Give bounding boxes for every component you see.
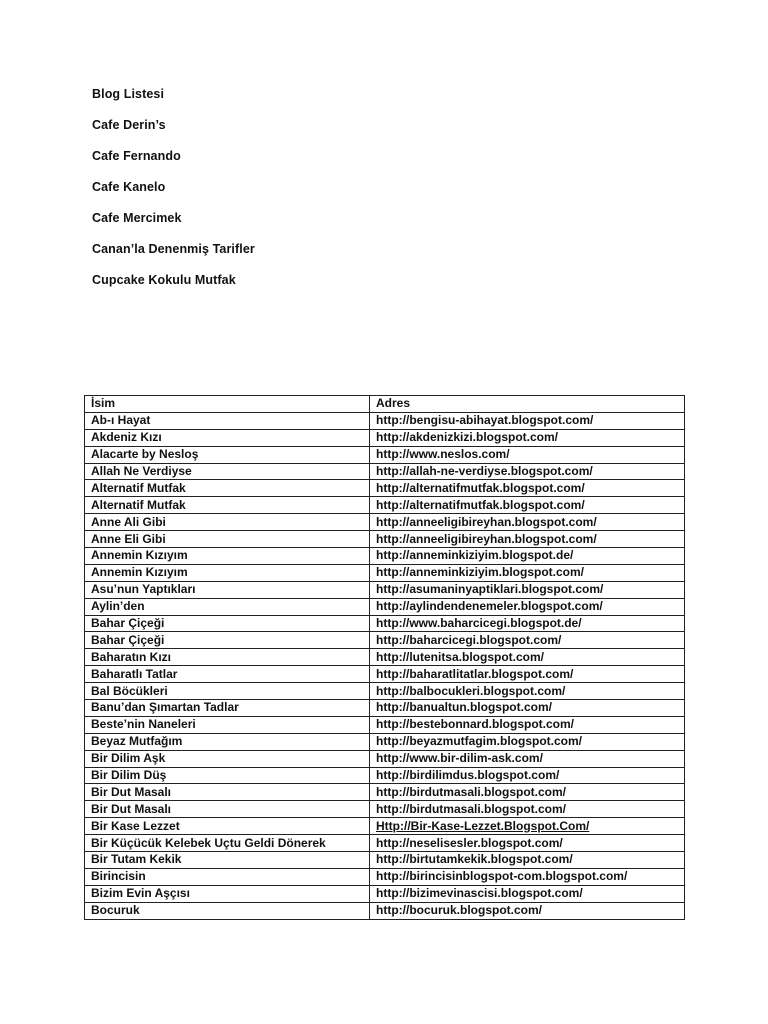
blog-name-cell: Bir Dut Masalı	[85, 801, 370, 818]
table-row	[85, 514, 685, 531]
table-row	[85, 885, 685, 902]
blog-name-cell: Beyaz Mutfağım	[85, 733, 370, 750]
table-row	[85, 480, 685, 497]
blog-url-cell[interactable]: http://birtutamkekik.blogspot.com/	[370, 852, 685, 869]
blog-url-cell[interactable]: http://akdenizkizi.blogspot.com/	[370, 429, 685, 446]
table-row	[85, 598, 685, 615]
blog-url-cell[interactable]: http://aylindendenemeler.blogspot.com/	[370, 598, 685, 615]
blog-url-cell[interactable]: http://bestebonnard.blogspot.com/	[370, 716, 685, 733]
blog-url-cell[interactable]: http://alternatifmutfak.blogspot.com/	[370, 497, 685, 514]
blog-name-cell: Annemin Kızıyım	[85, 564, 370, 581]
blog-url-cell[interactable]: http://birdilimdus.blogspot.com/	[370, 767, 685, 784]
table-row	[85, 767, 685, 784]
table-row	[85, 683, 685, 700]
blog-url-link[interactable]: Http://Bir-Kase-Lezzet.Blogspot.Com/	[376, 818, 590, 833]
blog-name-cell: Bahar Çiçeği	[85, 632, 370, 649]
blog-name-cell: Bir Dilim Düş	[85, 767, 370, 784]
blog-name-cell: Bahar Çiçeği	[85, 615, 370, 632]
blog-name-cell: Asu’nun Yaptıkları	[85, 581, 370, 598]
list-item: Cafe Mercimek	[92, 211, 182, 225]
blog-name-cell: Baharatlı Tatlar	[85, 666, 370, 683]
blog-name-cell: Alacarte by Nesloş	[85, 446, 370, 463]
blog-url-cell[interactable]: http://birincisinblogspot-com.blogspot.com/	[370, 868, 685, 885]
blog-name-cell: Anne Ali Gibi	[85, 514, 370, 531]
table-row	[85, 902, 685, 919]
table-row	[85, 548, 685, 565]
blog-url-cell[interactable]: http://baharatlitatlar.blogspot.com/	[370, 666, 685, 683]
table-row	[85, 446, 685, 463]
blog-url-cell[interactable]: http://anneminkiziyim.blogspot.com/	[370, 564, 685, 581]
blog-name-cell: Banu’dan Şımartan Tadlar	[85, 700, 370, 717]
blog-name-cell: Bir Dut Masalı	[85, 784, 370, 801]
table-row	[85, 497, 685, 514]
blog-url-cell[interactable]: http://anneeligibireyhan.blogspot.com/	[370, 514, 685, 531]
table-row	[85, 615, 685, 632]
blog-name-cell: Allah Ne Verdiyse	[85, 463, 370, 480]
table-row	[85, 463, 685, 480]
blog-name-cell: Bir Dilim Aşk	[85, 750, 370, 767]
blog-name-cell: Anne Eli Gibi	[85, 531, 370, 548]
blog-url-cell[interactable]: http://neselisesler.blogspot.com/	[370, 835, 685, 852]
blog-name-cell: Baharatın Kızı	[85, 649, 370, 666]
blog-url-cell[interactable]: http://bizimevinascisi.blogspot.com/	[370, 885, 685, 902]
blog-name-cell: Alternatif Mutfak	[85, 480, 370, 497]
blog-name-cell: Akdeniz Kızı	[85, 429, 370, 446]
table-row	[85, 666, 685, 683]
table-row	[85, 733, 685, 750]
blog-name-cell: Bizim Evin Aşçısı	[85, 885, 370, 902]
blog-url-cell[interactable]: http://alternatifmutfak.blogspot.com/	[370, 480, 685, 497]
table-row	[85, 801, 685, 818]
blog-name-cell: Bir Tutam Kekik	[85, 852, 370, 869]
table-row	[85, 412, 685, 429]
blog-name-cell: Bir Küçücük Kelebek Uçtu Geldi Dönerek	[85, 835, 370, 852]
blog-url-cell[interactable]: http://asumaninyaptiklari.blogspot.com/	[370, 581, 685, 598]
blog-url-cell[interactable]: http://birdutmasali.blogspot.com/	[370, 801, 685, 818]
blog-name-cell: Birincisin	[85, 868, 370, 885]
blog-name-cell: Bocuruk	[85, 902, 370, 919]
blog-name-cell: Aylin’den	[85, 598, 370, 615]
table-row	[85, 581, 685, 598]
list-item: Cafe Fernando	[92, 149, 181, 163]
blog-url-cell[interactable]: http://balbocukleri.blogspot.com/	[370, 683, 685, 700]
blog-name-cell: Ab-ı Hayat	[85, 412, 370, 429]
blog-url-cell[interactable]: http://bengisu-abihayat.blogspot.com/	[370, 412, 685, 429]
table-row	[85, 716, 685, 733]
blog-url-cell[interactable]: http://baharcicegi.blogspot.com/	[370, 632, 685, 649]
table-row	[85, 835, 685, 852]
list-item: Cupcake Kokulu Mutfak	[92, 273, 236, 287]
list-item: Cafe Kanelo	[92, 180, 166, 194]
table-row	[85, 632, 685, 649]
blog-url-cell[interactable]: http://www.bir-dilim-ask.com/	[370, 750, 685, 767]
column-header-name: İsim	[85, 396, 370, 413]
list-item: Cafe Derin’s	[92, 118, 166, 132]
table-row	[85, 700, 685, 717]
table-row	[85, 750, 685, 767]
table-row	[85, 429, 685, 446]
blog-url-cell[interactable]: http://anneminkiziyim.blogspot.de/	[370, 548, 685, 565]
blog-name-list	[92, 86, 255, 303]
table-header-row	[85, 396, 685, 413]
list-item: Canan’la Denenmiş Tarifler	[92, 242, 255, 256]
blog-name-cell: Annemin Kızıyım	[85, 548, 370, 565]
blog-url-cell[interactable]: http://www.neslos.com/	[370, 446, 685, 463]
blog-url-cell[interactable]: http://www.baharcicegi.blogspot.de/	[370, 615, 685, 632]
blog-name-cell: Beste’nin Naneleri	[85, 716, 370, 733]
document-heading: Blog Listesi	[92, 87, 165, 101]
column-header-address: Adres	[370, 396, 685, 413]
blog-url-cell[interactable]: http://allah-ne-verdiyse.blogspot.com/	[370, 463, 685, 480]
blog-url-cell[interactable]: http://bocuruk.blogspot.com/	[370, 902, 685, 919]
table-row	[85, 564, 685, 581]
table-row	[85, 868, 685, 885]
blog-table	[84, 395, 685, 920]
blog-url-cell[interactable]: http://banualtun.blogspot.com/	[370, 700, 685, 717]
table-row	[85, 818, 685, 835]
blog-url-cell[interactable]: http://lutenitsa.blogspot.com/	[370, 649, 685, 666]
blog-url-cell[interactable]	[370, 818, 685, 835]
blog-name-cell: Alternatif Mutfak	[85, 497, 370, 514]
blog-name-cell: Bal Böcükleri	[85, 683, 370, 700]
blog-url-cell[interactable]: http://beyazmutfagim.blogspot.com/	[370, 733, 685, 750]
table-row	[85, 852, 685, 869]
blog-url-cell[interactable]: http://anneeligibireyhan.blogspot.com/	[370, 531, 685, 548]
table-row	[85, 784, 685, 801]
table-row	[85, 649, 685, 666]
blog-name-cell: Bir Kase Lezzet	[85, 818, 370, 835]
table-row	[85, 531, 685, 548]
blog-url-cell[interactable]: http://birdutmasali.blogspot.com/	[370, 784, 685, 801]
